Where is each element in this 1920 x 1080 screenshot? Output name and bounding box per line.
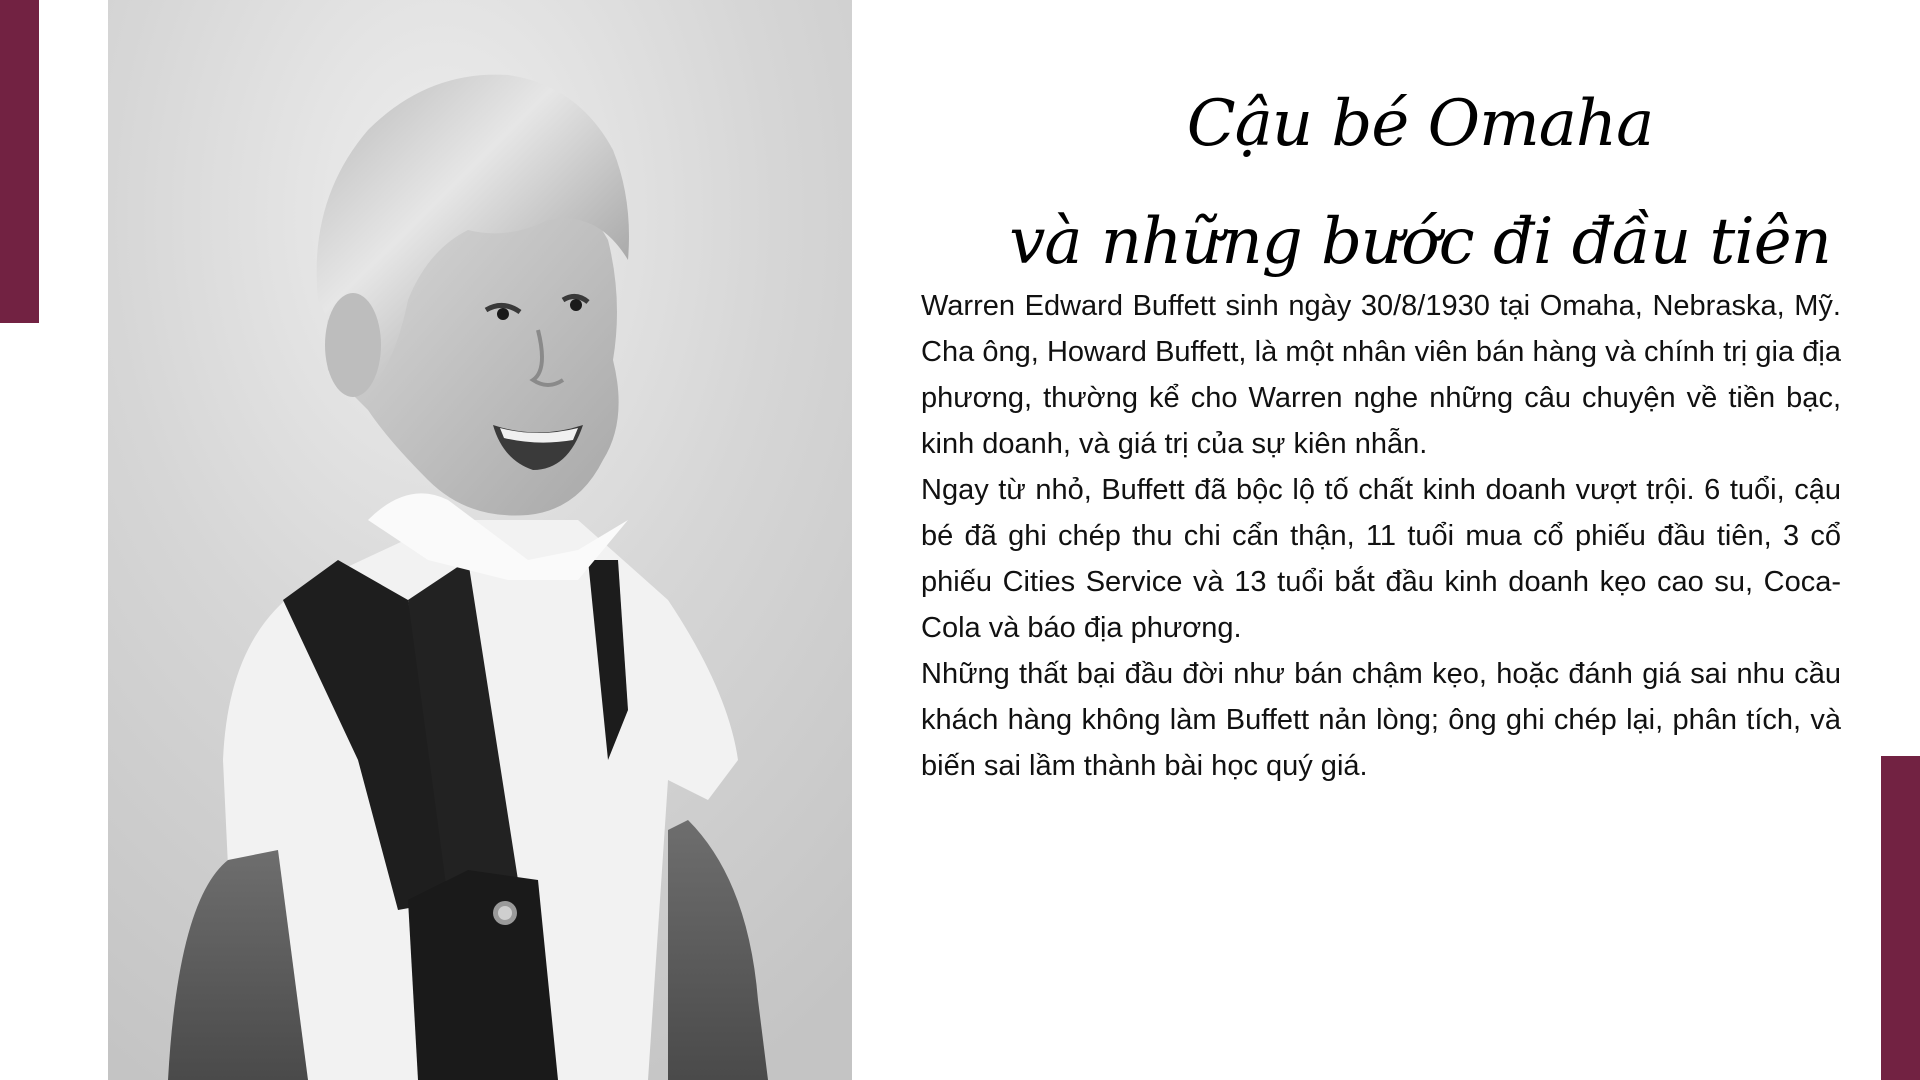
slide-title xyxy=(1000,65,1840,301)
left-accent-bar xyxy=(0,0,39,323)
body-text xyxy=(921,283,1841,789)
title-line-2: và những bước đi đầu tiên xyxy=(1009,204,1831,279)
paragraph-early-business: Ngay từ nhỏ, Buffett đã bộc lộ tố chất kinh doanh vượt trội. 6 tuổi, cậu bé đã ghi chép thu chi cẩn thận, 11 tuổi mua cổ phiếu đầu tiên, 3 cổ phiếu Cities Service và 13 tuổi bắt đầu kinh doanh kẹo cao su, Coca-Cola và báo địa phương. xyxy=(921,474,1841,644)
paragraph-birth: Warren Edward Buffett sinh ngày 30/8/1930 tại Omaha, Nebraska, Mỹ. Cha ông, Howard Buffett, là một nhân viên bán hàng và chính trị gia địa phương, thường kể cho Warren nghe những câu chuyện về tiền bạc, kinh doanh, và giá trị của sự kiên nhẫn. xyxy=(921,290,1841,460)
title-line-1: Cậu bé Omaha xyxy=(1186,86,1654,161)
paragraph-early-failures: Những thất bại đầu đời như bán chậm kẹo, hoặc đánh giá sai nhu cầu khách hàng không làm Buffett nản lòng; ông ghi chép lại, phân tích, và biến sai lầm thành bài học quý giá. xyxy=(921,658,1841,782)
right-accent-bar xyxy=(1881,756,1920,1080)
portrait-photo xyxy=(108,0,852,1080)
